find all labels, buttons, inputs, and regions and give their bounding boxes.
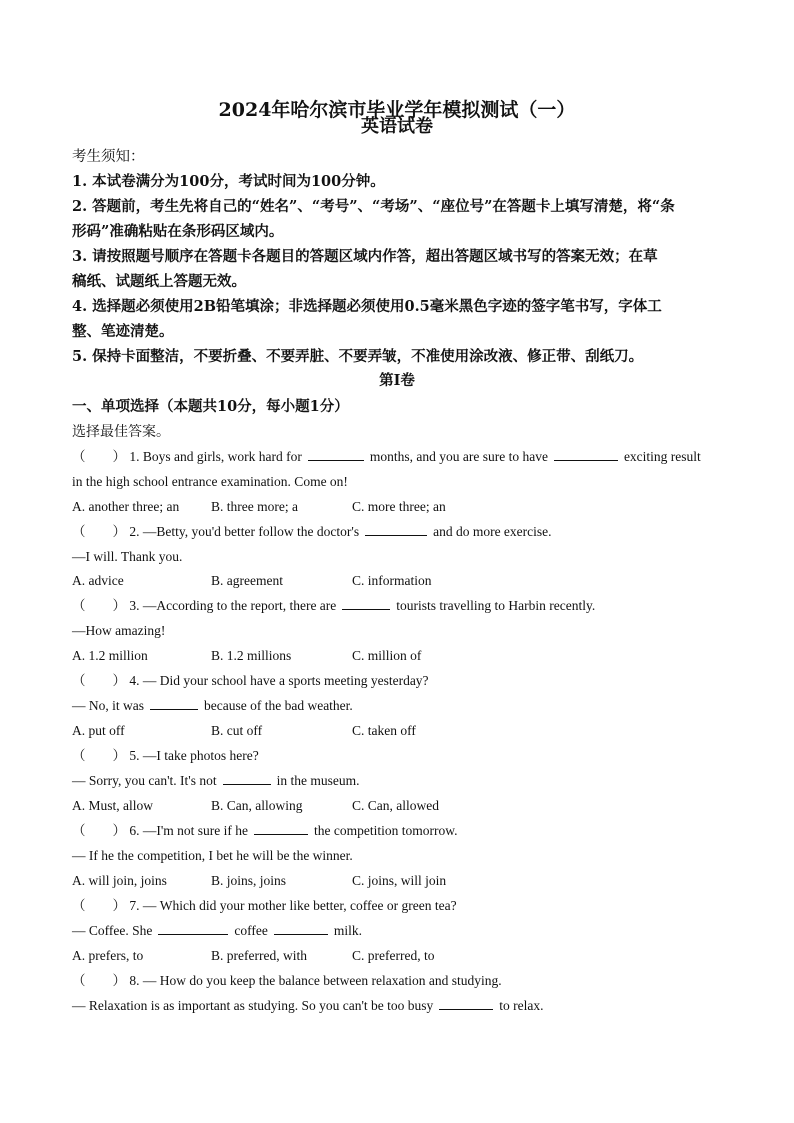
option-b: B. joins, joins xyxy=(211,873,287,888)
answer-paren[interactable]: （ ） xyxy=(72,598,126,613)
answer-paren[interactable]: （ ） xyxy=(72,524,126,539)
question-stem: tourists travelling to Harbin recently. xyxy=(396,598,596,613)
volume-label: 第Ⅰ卷 xyxy=(379,372,415,389)
question-4 xyxy=(72,672,429,690)
question-6 xyxy=(72,822,458,840)
reply-text: — Coffee. She xyxy=(72,923,153,938)
option-b: B. cut off xyxy=(211,723,263,738)
exam-title: 2024年哈尔滨市毕业学年模拟测试（一） xyxy=(218,99,576,121)
question-stem: months, and you are sure to have xyxy=(369,449,548,464)
option-b: B. agreement xyxy=(211,573,283,588)
question-5 xyxy=(72,747,259,765)
question-stem: exciting result xyxy=(623,449,701,464)
answer-blank xyxy=(365,523,427,536)
reply-text: — Sorry, you can't. It's not xyxy=(72,773,217,788)
question-8 xyxy=(72,972,502,990)
answer-blank xyxy=(554,448,618,461)
question-1-cont: in the high school entrance examination. Come on! xyxy=(72,474,348,489)
answer-blank xyxy=(223,772,271,785)
question-6-reply: — If he the competition, I bet he will be the winner. xyxy=(72,848,353,863)
question-stem: 6. —I'm not sure if he xyxy=(129,823,249,838)
question-stem: 7. — Which did your mother like better, coffee or green tea? xyxy=(129,898,457,913)
answer-paren[interactable]: （ ） xyxy=(72,898,126,913)
question-3-reply: —How amazing! xyxy=(72,623,166,638)
answer-paren[interactable]: （ ） xyxy=(72,823,126,838)
question-4-reply xyxy=(72,697,353,715)
notice-item-3-cont: 稿纸、试题纸上答题无效。 xyxy=(72,273,246,290)
answer-blank xyxy=(150,697,198,710)
exam-subtitle: 英语试卷 xyxy=(361,116,433,137)
question-stem: the competition tomorrow. xyxy=(314,823,458,838)
option-a: A. another three; an xyxy=(72,499,180,514)
reply-text: — No, it was xyxy=(72,698,144,713)
reply-text: — Relaxation is as important as studying. So you can't be too busy xyxy=(72,998,434,1013)
question-2 xyxy=(72,523,552,541)
notice-heading: 考生须知： xyxy=(72,149,145,165)
notice-item-4-cont: 整、笔迹清楚。 xyxy=(72,323,174,340)
option-a: A. will join, joins xyxy=(72,873,167,888)
question-3 xyxy=(72,597,595,615)
answer-paren[interactable]: （ ） xyxy=(72,449,126,464)
question-5-reply xyxy=(72,772,359,790)
section-instruction: 选择最佳答案。 xyxy=(72,424,170,440)
answer-blank xyxy=(308,448,364,461)
notice-item-1: 1. 本试卷满分为100分，考试时间为100分钟。 xyxy=(72,173,385,190)
option-a: A. 1.2 million xyxy=(72,648,148,663)
option-c: C. preferred, to xyxy=(352,948,435,963)
option-a: A. prefers, to xyxy=(72,948,144,963)
question-8-reply xyxy=(72,997,544,1015)
option-c: C. Can, allowed xyxy=(352,798,439,813)
question-1 xyxy=(72,448,701,466)
answer-blank xyxy=(254,822,308,835)
option-a: A. put off xyxy=(72,723,125,738)
option-c: C. joins, will join xyxy=(352,873,447,888)
answer-blank xyxy=(158,922,228,935)
question-stem: 2. —Betty, you'd better follow the doctor's xyxy=(129,524,360,539)
reply-text: because of the bad weather. xyxy=(204,698,353,713)
answer-paren[interactable]: （ ） xyxy=(72,973,126,988)
option-b: B. 1.2 millions xyxy=(211,648,292,663)
reply-text: to relax. xyxy=(499,998,544,1013)
answer-blank xyxy=(439,997,493,1010)
option-b: B. three more; a xyxy=(211,499,298,514)
answer-blank xyxy=(342,597,390,610)
option-b: B. preferred, with xyxy=(211,948,307,963)
answer-paren[interactable]: （ ） xyxy=(72,748,126,763)
question-7-reply xyxy=(72,922,362,940)
answer-paren[interactable]: （ ） xyxy=(72,673,126,688)
notice-item-3: 3. 请按照题号顺序在答题卡各题目的答题区域内作答，超出答题区域书写的答案无效；在草 xyxy=(72,248,658,265)
question-stem: and do more exercise. xyxy=(433,524,552,539)
answer-blank xyxy=(274,922,328,935)
option-a: A. Must, allow xyxy=(72,798,153,813)
option-c: C. taken off xyxy=(352,723,416,738)
notice-item-2-cont: 形码”准确粘贴在条形码区域内。 xyxy=(72,223,284,240)
reply-text: in the museum. xyxy=(276,773,360,788)
option-c: C. million of xyxy=(352,648,422,663)
question-stem: 4. — Did your school have a sports meeting yesterday? xyxy=(129,673,429,688)
reply-text: milk. xyxy=(333,923,362,938)
section-title: 一、单项选择（本题共10分，每小题1分） xyxy=(72,398,349,415)
option-b: B. Can, allowing xyxy=(211,798,303,813)
notice-item-5: 5. 保持卡面整洁，不要折叠、不要弄脏、不要弄皱，不准使用涂改液、修正带、刮纸刀。 xyxy=(72,348,644,365)
question-stem: 8. — How do you keep the balance between relaxation and studying. xyxy=(129,973,502,988)
notice-item-4: 4. 选择题必须使用2B铅笔填涂；非选择题必须使用0.5毫米黑色字迹的签字笔书写，字体工 xyxy=(72,298,662,315)
question-stem: 5. —I take photos here? xyxy=(129,748,259,763)
question-stem: 1. Boys and girls, work hard for xyxy=(129,449,302,464)
question-stem: 3. —According to the report, there are xyxy=(129,598,337,613)
option-c: C. information xyxy=(352,573,432,588)
option-a: A. advice xyxy=(72,573,124,588)
reply-text: coffee xyxy=(234,923,268,938)
option-c: C. more three; an xyxy=(352,499,446,514)
question-2-reply: —I will. Thank you. xyxy=(72,549,183,564)
question-7 xyxy=(72,897,457,915)
notice-item-2: 2. 答题前，考生先将自己的“姓名”、“考号”、“考场”、“座位号”在答题卡上填写清楚，将“条 xyxy=(72,198,675,215)
